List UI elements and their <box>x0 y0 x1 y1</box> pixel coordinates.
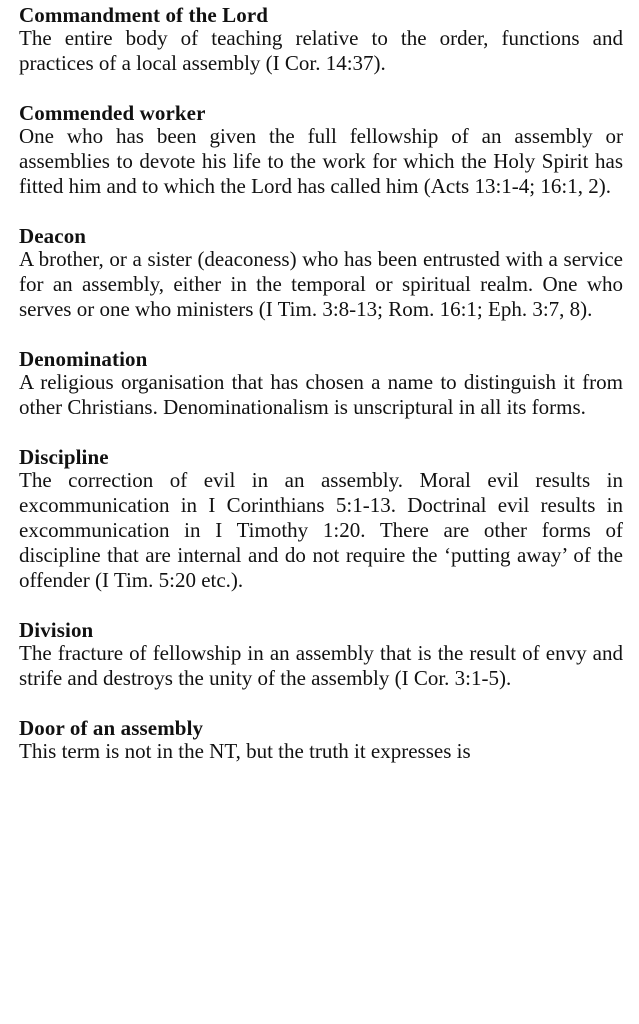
glossary-entry-deacon <box>19 225 623 322</box>
glossary-entry-denomination <box>19 348 623 420</box>
entry-definition: This term is not in the NT, but the truth it expresses is <box>19 739 471 763</box>
glossary-entry-discipline <box>19 446 623 593</box>
glossary-entry-division <box>19 619 623 691</box>
entry-term: Door of an assembly <box>19 716 204 740</box>
glossary-page <box>19 4 623 790</box>
glossary-entry-commended-worker <box>19 102 623 199</box>
entry-term: Commended worker <box>19 101 206 125</box>
entry-definition: A religious organisation that has chosen a name to distinguish it from other Christians. Denominationalism is unscriptural in all its forms. <box>19 370 623 419</box>
entry-term: Denomination <box>19 347 148 371</box>
entry-definition: The entire body of teaching relative to the order, functions and practices of a local assembly (I Cor. 14:37). <box>19 26 623 75</box>
entry-term: Commandment of the Lord <box>19 3 269 27</box>
entry-term: Deacon <box>19 224 87 248</box>
entry-definition: A brother, or a sister (deaconess) who has been entrusted with a service for an assembly, either in the temporal or spiritual realm. One who serves or one who ministers (I Tim. 3:8-13; Rom. 16:1; Eph. 3:7, 8). <box>19 247 623 321</box>
entry-definition: The fracture of fellowship in an assembly that is the result of envy and strife and destroys the unity of the assembly (I Cor. 3:1-5). <box>19 641 623 690</box>
entry-definition: One who has been given the full fellowship of an assembly or assemblies to devote his life to the work for which the Holy Spirit has fitted him and to which the Lord has called him (Acts 13:1-4; 16:1, 2). <box>19 124 623 198</box>
entry-term: Division <box>19 618 94 642</box>
glossary-entry-door-of-an-assembly <box>19 717 623 764</box>
glossary-entry-commandment-of-the-lord <box>19 4 623 76</box>
entry-term: Discipline <box>19 445 109 469</box>
entry-definition: The correction of evil in an assembly. Moral evil results in excommunication in I Corinthians 5:1-13. Doctrinal evil results in excommunication in I Timothy 1:20. There are other forms of discipline that are internal and do not require the ‘putting away’ of the offender (I Tim. 5:20 etc.). <box>19 468 623 592</box>
